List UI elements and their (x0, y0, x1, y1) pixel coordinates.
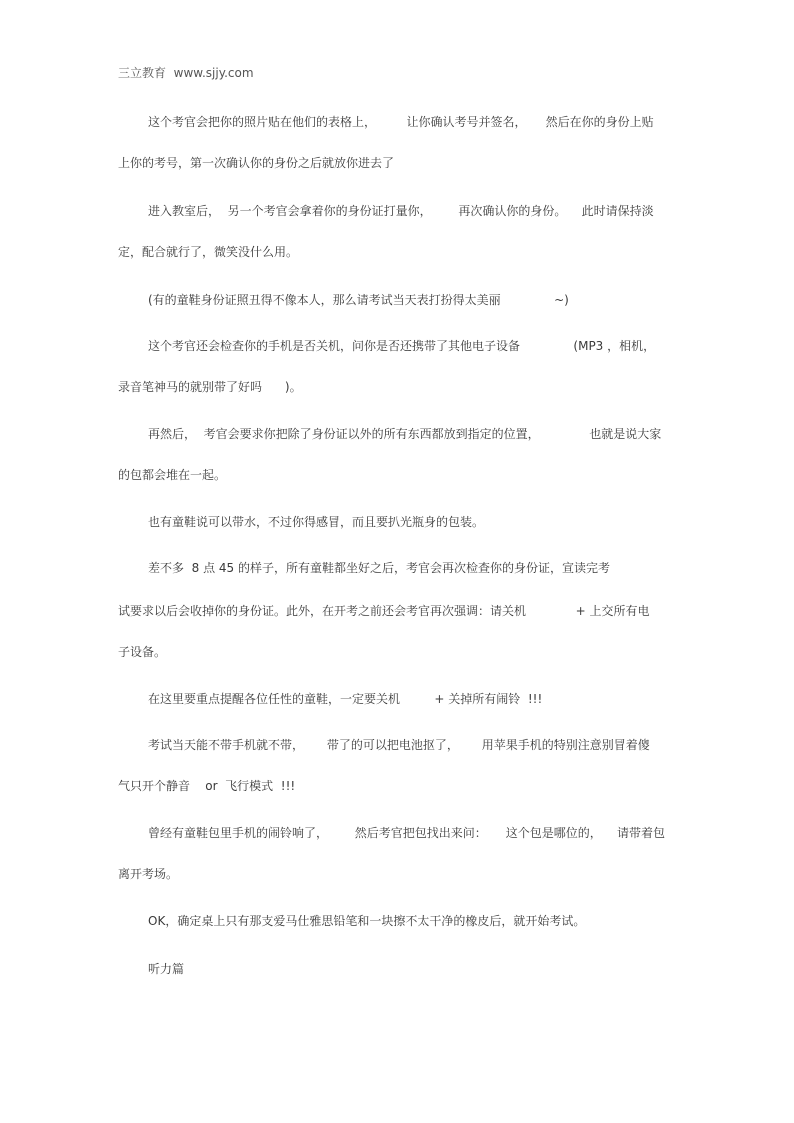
paragraph-line: 差不多 8 点 45 的样子，所有童鞋都坐好之后，考官会再次检查你的身份证，宣读完考 (148, 561, 610, 575)
section-heading: 听力篇 (148, 962, 185, 976)
paragraph-line: 这个考官还会检查你的手机是否关机，问你是否还携带了其他电子设备 (MP3 ，相机， (148, 339, 656, 353)
paragraph-line: (有的童鞋身份证照丑得不像本人，那么请考试当天表打扮得太美丽 ~) (148, 293, 569, 307)
document-header: 三立教育 www.sjjy.com (118, 66, 254, 80)
paragraph-line: 在这里要重点提醒各位任性的童鞋，一定要关机 + 关掉所有闹铃 !!! (148, 692, 543, 706)
paragraph-line: 子设备。 (118, 645, 167, 659)
paragraph-line: 也有童鞋说可以带水，不过你得感冒，而且要扒光瓶身的包装。 (148, 515, 485, 529)
paragraph-line: OK，确定桌上只有那支爱马仕雅思铅笔和一块擦不太干净的橡皮后，就开始考试。 (148, 914, 586, 928)
paragraph-line: 这个考官会把你的照片贴在他们的表格上， 让你确认考号并签名， 然后在你的身份上贴 (148, 115, 654, 129)
paragraph-line: 进入教室后， 另一个考官会拿着你的身份证打量你， 再次确认你的身份。 此时请保持淡 (148, 204, 654, 218)
paragraph-line: 的包都会堆在一起。 (118, 468, 227, 482)
paragraph-line: 曾经有童鞋包里手机的闹铃响了， 然后考官把包找出来问： 这个包是哪位的， 请带着包 (148, 826, 666, 840)
paragraph-line: 录音笔神马的就别带了好吗 )。 (118, 380, 302, 394)
paragraph-line: 上你的考号，第一次确认你的身份之后就放你进去了 (118, 156, 395, 170)
paragraph-line: 再然后， 考官会要求你把除了身份证以外的所有东西都放到指定的位置， 也就是说大家 (148, 427, 662, 441)
paragraph-line: 定，配合就行了，微笑没什么用。 (118, 245, 299, 259)
paragraph-line: 试要求以后会收掉你的身份证。此外，在开考之前还会考官再次强调：请关机 + 上交所有电 (118, 604, 650, 618)
paragraph-line: 考试当天能不带手机就不带， 带了的可以把电池抠了， 用苹果手机的特别注意别冒着傻 (148, 738, 650, 752)
paragraph-line: 气只开个静音 or 飞行模式 !!! (118, 779, 296, 793)
paragraph-line: 离开考场。 (118, 867, 179, 881)
